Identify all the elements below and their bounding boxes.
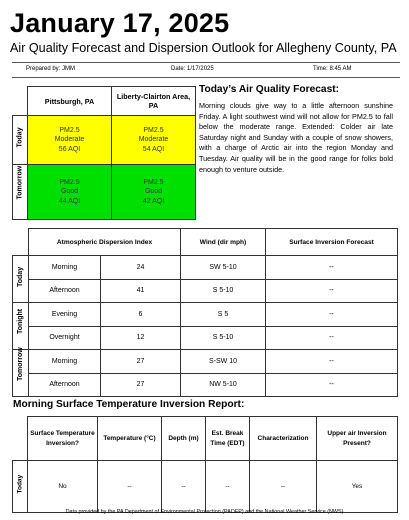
inv-header-characterization: Characterization: [250, 417, 317, 461]
inv-value-break-time: --: [206, 461, 250, 513]
disp-header-index: Atmospheric Dispersion Index: [29, 229, 181, 256]
table-row: [13, 461, 398, 513]
disp-period: Afternoon: [29, 279, 101, 303]
disp-period: Afternoon: [29, 373, 101, 397]
disp-period: Morning: [29, 256, 101, 280]
date-line: Date: 1/17/2025: [171, 66, 214, 72]
disp-inversion: --: [266, 373, 398, 397]
aq-cell-pittsburgh-today: PM2.5 Moderate 56 AQI: [28, 116, 112, 165]
table-row: [13, 326, 398, 350]
forecast-title: Today’s Air Quality Forecast:: [199, 84, 340, 95]
disp-header-wind: Wind (dir mph): [181, 229, 266, 256]
table-row: [13, 279, 398, 303]
disp-group-tonight: Tonight: [13, 303, 29, 350]
aq-cell-liberty-tomorrow: PM2.5 Good 42 AQI: [112, 165, 196, 220]
disp-index: 24: [101, 256, 181, 280]
disp-wind: NW 5-10: [181, 373, 266, 397]
disp-header-inversion: Surface Inversion Forecast: [266, 229, 398, 256]
aq-row-label-today: Today: [13, 116, 28, 165]
disp-wind: SW 5-10: [181, 256, 266, 280]
inversion-report-table: [12, 416, 398, 513]
disp-period: Morning: [29, 350, 101, 374]
disp-wind: S 5-10: [181, 279, 266, 303]
disp-inversion: --: [266, 350, 398, 374]
disp-period: Evening: [29, 303, 101, 327]
disp-inversion: --: [266, 303, 398, 327]
inv-header-upper-air: Upper air Inversion Present?: [317, 417, 398, 461]
inv-row-label-today: Today: [13, 461, 28, 513]
dispersion-table: [12, 228, 398, 397]
table-row: [13, 350, 398, 374]
page-subtitle: Air Quality Forecast and Dispersion Outlook for Allegheny County, PA: [10, 41, 397, 55]
table-row: [13, 373, 398, 397]
aq-row-label-tomorrow: Tomorrow: [13, 165, 28, 220]
table-row: [13, 303, 398, 327]
aq-table: [12, 86, 196, 220]
inv-header-depth: Depth (m): [162, 417, 206, 461]
inversion-report-title: Morning Surface Temperature Inversion Report:: [13, 399, 245, 410]
disp-wind: S 5-10: [181, 326, 266, 350]
info-bar: [12, 62, 400, 78]
disp-wind: S-SW 10: [181, 350, 266, 374]
disp-inversion: --: [266, 279, 398, 303]
disp-index: 41: [101, 279, 181, 303]
disp-inversion: --: [266, 256, 398, 280]
page-title: January 17, 2025: [10, 8, 230, 38]
disp-index: 12: [101, 326, 181, 350]
aq-cell-pittsburgh-tomorrow: PM2.5 Good 44 AQI: [28, 165, 112, 220]
disp-period: Overnight: [29, 326, 101, 350]
disp-inversion: --: [266, 326, 398, 350]
disp-index: 6: [101, 303, 181, 327]
disp-wind: S 5: [181, 303, 266, 327]
inv-value-depth: --: [162, 461, 206, 513]
prepared-by: Prepared by: JMM: [26, 66, 76, 72]
forecast-body: Morning clouds give way to a little afternoon sunshine Friday. A light southwest wind will not allow for PM2.5 to fall below the moderate range. Extended: Colder air late Saturday night and Sunday with a couple of snow showers, with a charge of Arctic air into the region Monday and Tuesday. Air quality will be in the good range for folks bold enough to venture outside.: [199, 101, 393, 174]
inv-header-temperature: Temperature (°C): [98, 417, 162, 461]
inv-value-temperature: --: [98, 461, 162, 513]
aq-col-liberty: Liberty-Clairton Area, PA: [112, 87, 196, 116]
disp-index: 27: [101, 350, 181, 374]
table-row: [13, 256, 398, 280]
disp-group-today: Today: [13, 256, 29, 303]
time-line: Time: 8:45 AM: [313, 66, 352, 72]
inv-header-surface: Surface Temperature Inversion?: [28, 417, 98, 461]
disp-group-tomorrow: Tomorrow: [13, 350, 29, 397]
footer-credit: Data provided by the PA Department of Environmental Protection (PADEP) and the National Weather Service (NWS): [65, 509, 344, 515]
inv-value-characterization: --: [250, 461, 317, 513]
inv-header-break-time: Est. Break Time (EDT): [206, 417, 250, 461]
aq-col-pittsburgh: Pittsburgh, PA: [28, 87, 112, 116]
inv-value-upper-air: Yes: [317, 461, 398, 513]
aq-cell-liberty-today: PM2.5 Moderate 54 AQI: [112, 116, 196, 165]
disp-index: 27: [101, 373, 181, 397]
inv-value-surface: No: [28, 461, 98, 513]
